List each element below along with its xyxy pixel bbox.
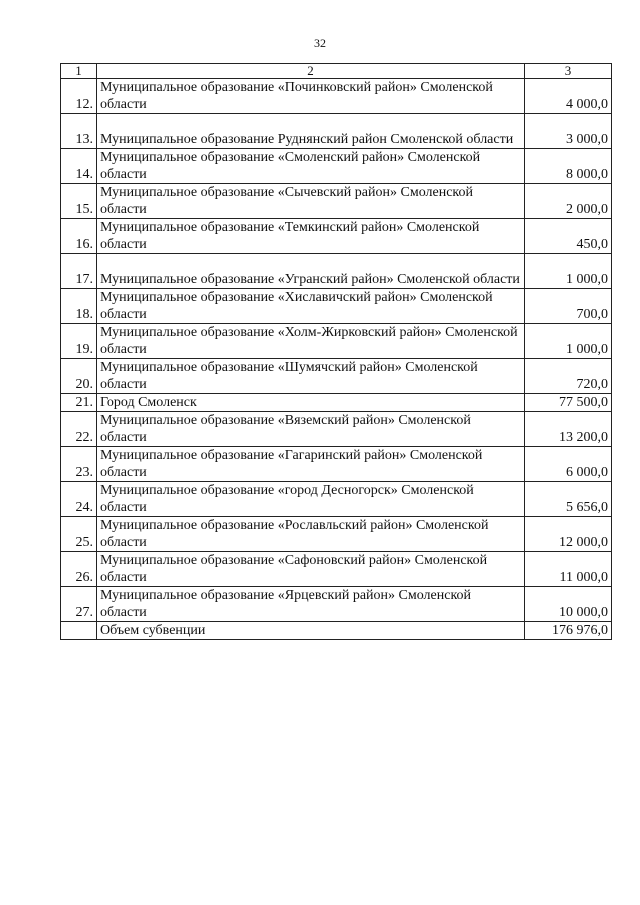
total-amount: 176 976,0 xyxy=(525,622,612,640)
table-row xyxy=(61,289,612,324)
table-row xyxy=(61,552,612,587)
total-label: Объем субвенции xyxy=(97,622,525,640)
header-col-number: 1 xyxy=(61,64,97,79)
subvention-amount: 720,0 xyxy=(525,359,612,394)
municipality-name: Муниципальное образование «Починковский район» Смоленской области xyxy=(97,79,525,114)
row-number: 23. xyxy=(61,447,97,482)
municipality-name: Муниципальное образование «Смоленский район» Смоленской области xyxy=(97,149,525,184)
table-row xyxy=(61,79,612,114)
table-row xyxy=(61,149,612,184)
table-row xyxy=(61,324,612,359)
table-body xyxy=(61,79,612,640)
row-number: 13. xyxy=(61,114,97,149)
municipality-name: Муниципальное образование «Шумячский район» Смоленской области xyxy=(97,359,525,394)
subvention-amount: 11 000,0 xyxy=(525,552,612,587)
municipality-name: Город Смоленск xyxy=(97,394,525,412)
row-number: 25. xyxy=(61,517,97,552)
table-row xyxy=(61,114,612,149)
row-number: 21. xyxy=(61,394,97,412)
table-row xyxy=(61,184,612,219)
municipality-name: Муниципальное образование «Угранский район» Смоленской области xyxy=(97,254,525,289)
row-number: 27. xyxy=(61,587,97,622)
page-number: 32 xyxy=(314,36,326,50)
municipality-name: Муниципальное образование «Холм-Жирковский район» Смоленской области xyxy=(97,324,525,359)
subvention-amount: 450,0 xyxy=(525,219,612,254)
subvention-amount: 10 000,0 xyxy=(525,587,612,622)
row-number: 24. xyxy=(61,482,97,517)
subvention-amount: 8 000,0 xyxy=(525,149,612,184)
municipality-name: Муниципальное образование Руднянский район Смоленской области xyxy=(97,114,525,149)
municipality-name: Муниципальное образование «Хиславичский район» Смоленской области xyxy=(97,289,525,324)
subvention-amount: 6 000,0 xyxy=(525,447,612,482)
row-number: 15. xyxy=(61,184,97,219)
table-row xyxy=(61,254,612,289)
row-number: 20. xyxy=(61,359,97,394)
table-row xyxy=(61,359,612,394)
total-number xyxy=(61,622,97,640)
subvention-amount: 5 656,0 xyxy=(525,482,612,517)
row-number: 17. xyxy=(61,254,97,289)
subvention-table xyxy=(60,63,612,640)
subvention-amount: 77 500,0 xyxy=(525,394,612,412)
table-row xyxy=(61,587,612,622)
header-row xyxy=(61,64,612,79)
subvention-amount: 13 200,0 xyxy=(525,412,612,447)
table-row xyxy=(61,447,612,482)
subvention-amount: 2 000,0 xyxy=(525,184,612,219)
municipality-name: Муниципальное образование «Рославльский район» Смоленской области xyxy=(97,517,525,552)
header-col-amount: 3 xyxy=(525,64,612,79)
municipality-name: Муниципальное образование «город Десногорск» Смоленской области xyxy=(97,482,525,517)
subvention-amount: 3 000,0 xyxy=(525,114,612,149)
row-number: 22. xyxy=(61,412,97,447)
subvention-amount: 1 000,0 xyxy=(525,324,612,359)
total-row xyxy=(61,622,612,640)
subvention-amount: 700,0 xyxy=(525,289,612,324)
row-number: 16. xyxy=(61,219,97,254)
row-number: 19. xyxy=(61,324,97,359)
row-number: 26. xyxy=(61,552,97,587)
table-row xyxy=(61,219,612,254)
municipality-name: Муниципальное образование «Гагаринский район» Смоленской области xyxy=(97,447,525,482)
subvention-amount: 1 000,0 xyxy=(525,254,612,289)
row-number: 12. xyxy=(61,79,97,114)
row-number: 14. xyxy=(61,149,97,184)
municipality-name: Муниципальное образование «Сафоновский район» Смоленской области xyxy=(97,552,525,587)
table-row xyxy=(61,412,612,447)
municipality-name: Муниципальное образование «Темкинский район» Смоленской области xyxy=(97,219,525,254)
header-col-name: 2 xyxy=(97,64,525,79)
table-header xyxy=(61,64,612,79)
municipality-name: Муниципальное образование «Сычевский район» Смоленской области xyxy=(97,184,525,219)
subvention-amount: 4 000,0 xyxy=(525,79,612,114)
municipality-name: Муниципальное образование «Ярцевский район» Смоленской области xyxy=(97,587,525,622)
row-number: 18. xyxy=(61,289,97,324)
table-row xyxy=(61,517,612,552)
municipality-name: Муниципальное образование «Вяземский район» Смоленской области xyxy=(97,412,525,447)
table-row xyxy=(61,394,612,412)
subvention-amount: 12 000,0 xyxy=(525,517,612,552)
table-row xyxy=(61,482,612,517)
